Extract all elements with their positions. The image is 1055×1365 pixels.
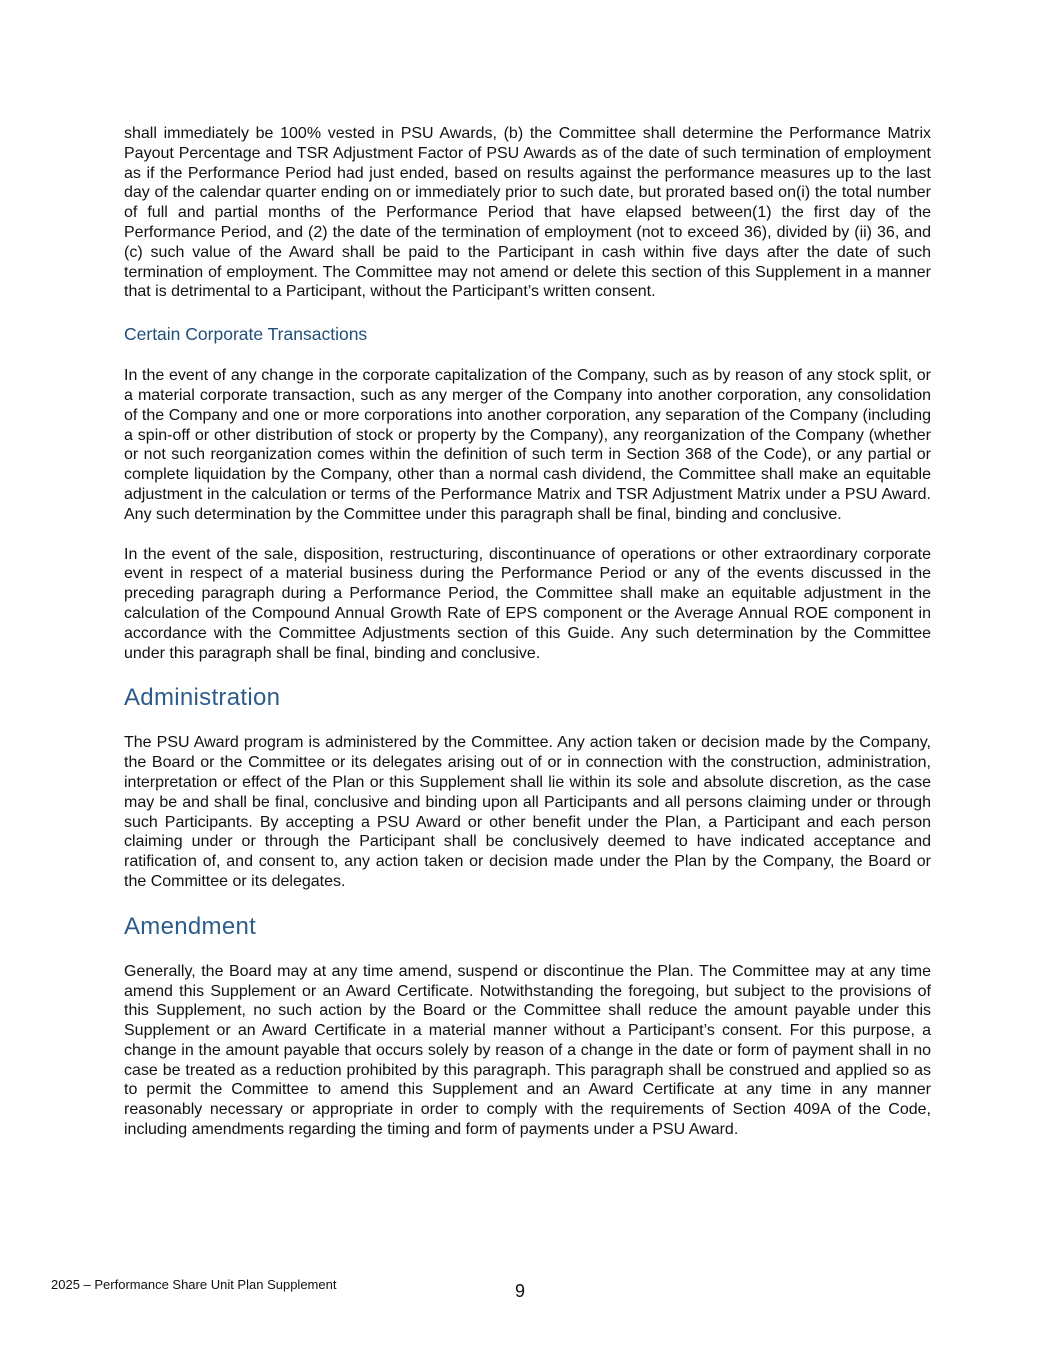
corporate-transactions-paragraph-1: In the event of any change in the corporate capitalization of the Company, such as by reason of any stock split, or a material corporate transaction, such as any merger of the Company into another corporation, any consolidation of the Company and one or more corporations into another corporation, any separation of the Company (including a spin-off or other distribution of stock or property by the Company), any reorganization of the Company (whether or not such reorganization comes within the definition of such term in Section 368 of the Code), or any partial or complete liquidation by the Company, other than a normal cash dividend, the Committee shall make an equitable adjustment in the calculation or terms of the Performance Matrix and TSR Adjustment Matrix under a PSU Award. Any such determination by the Committee under this paragraph shall be final, binding and conclusive. [124, 367, 931, 523]
administration-heading: Administration [124, 684, 281, 712]
paragraph-spacer [124, 525, 931, 545]
footer-title: 2025 – Performance Share Unit Plan Supplement [51, 1277, 337, 1292]
amendment-paragraph: Generally, the Board may at any time amend, suspend or discontinue the Plan. The Committee may at any time amend this Supplement or an Award Certificate. Notwithstanding the foregoing, but subject to the provisions of this Supplement, no such action by the Board or the Committee shall reduce the amount payable under this Supplement or an Award Certificate in a material manner without a Participant’s consent. For this purpose, a change in the amount payable that occurs solely by reason of a change in the date or form of payment shall in no case be treated as a reduction prohibited by this paragraph. This paragraph shall be construed and applied so as to permit the Committee to amend this Supplement and an Award Certificate at any time in any manner reasonably necessary or appropriate in order to comply with the requirements of Section 409A of the Code, including amendments regarding the timing and form of payments under a PSU Award. [124, 962, 931, 1139]
amendment-heading: Amendment [124, 912, 257, 940]
corporate-transactions-heading: Certain Corporate Transactions [124, 324, 368, 345]
administration-paragraph: The PSU Award program is administered by the Committee. Any action taken or decision made by the Company, the Board or the Committee or its delegates arising out of or in connection with the construction, administration, interpretation or effect of the Plan or this Supplement shall lie within its sole and absolute discretion, as the case may be and shall be final, conclusive and binding upon all Participants and all persons claiming under or through such Participants. By accepting a PSU Award or other benefit under the Plan, a Participant and each person claiming under or through the Participant shall be conclusively deemed to have indicated acceptance and ratification of, and consent to, any action taken or decision made under the Plan by the Company, the Board or the Committee or its delegates. [124, 734, 931, 890]
corporate-transactions-paragraph-2: In the event of the sale, disposition, restructuring, discontinuance of operations or other extraordinary corporate event in respect of a material business during the Performance Period or any of the events discussed in the preceding paragraph during a Performance Period, the Committee shall make an equitable adjustment in the calculation of the Compound Annual Growth Rate of EPS component or the Average Annual ROE component in accordance with the Committee Adjustments section of this Guide. Any such determination by the Committee under this paragraph shall be final, binding and conclusive. [124, 545, 931, 662]
page-number: 9 [515, 1281, 526, 1301]
document-body [124, 124, 931, 1140]
intro-paragraph: shall immediately be 100% vested in PSU Awards, (b) the Committee shall determine the Performance Matrix Payout Percentage and TSR Adjustment Factor of PSU Awards as of the date of such termination of employment as if the Performance Period had just ended, based on results against the performance measures up to the last day of the calendar quarter ending on or immediately prior to such date, but prorated based on(i) the total number of full and partial months of the Performance Period that have elapsed between(1) the first day of the Performance Period, and (2) the date of the termination of employment (not to exceed 36), divided by (ii) 36, and (c) such value of the Award shall be paid to the Participant in cash within five days after the date of such termination of employment. The Committee may not amend or delete this section of this Supplement in a manner that is detrimental to a Participant, without the Participant’s written consent. [124, 125, 931, 301]
